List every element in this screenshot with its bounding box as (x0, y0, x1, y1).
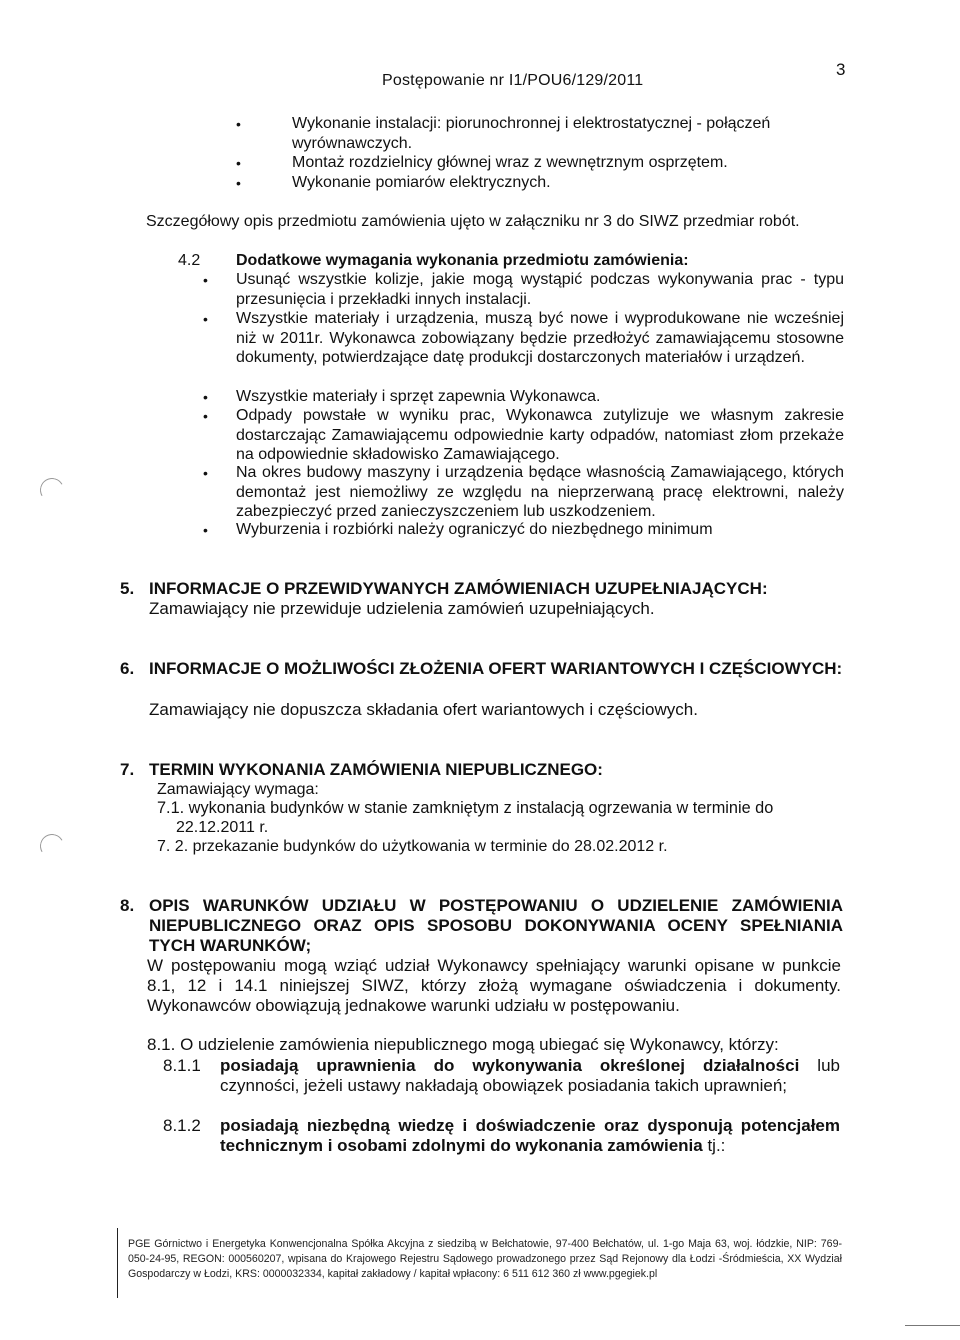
scan-edge-line (905, 1325, 960, 1326)
section-6-title: INFORMACJE O MOŻLIWOŚCI ZŁOŻENIA OFERT WARIANTOWYCH I CZĘŚCIOWYCH: (149, 659, 843, 678)
bullet-icon: • (203, 272, 208, 288)
section-5-title: INFORMACJE O PRZEWIDYWANYCH ZAMÓWIENIACH UZUPEŁNIAJĄCYCH: (149, 579, 768, 598)
section-8-1-2-rest: tj.: (702, 1136, 726, 1155)
bullet-icon: • (236, 175, 241, 191)
footer-divider (117, 1228, 118, 1298)
top-bullet-1: Wykonanie instalacji: piorunochronnej i elektrostatycznej - połączeń wyrównawczych. (292, 115, 771, 152)
section-5-text: Zamawiający nie przewiduje udzielenia zamówień uzupełniających. (149, 599, 655, 618)
detail-paragraph: Szczegółowy opis przedmiotu zamówienia ujęto w załączniku nr 3 do SIWZ przedmiar robót. (146, 213, 800, 230)
section-7-number: 7. (120, 760, 135, 779)
section-6-text: Zamawiający nie dopuszcza składania ofert wariantowych i częściowych. (149, 700, 698, 719)
section-4-2-title: Dodatkowe wymagania wykonania przedmiotu zamówienia: (236, 252, 689, 269)
s42-bullet-5: Na okres budowy maszyny i urządzenia będące własnością Zamawiającego, których demontaż jest niemożliwy ze względu na nieprzerwaną pracę elektrowni, należy zabezpieczyć przed zanieczyszczeniem lub uszkodzeniem. (236, 464, 844, 520)
section-8-1-1-number: 8.1.1 (163, 1056, 201, 1075)
s42-bullet-2: Wszystkie materiały i urządzenia, muszą być nowe i wyprodukowane nie wcześniej niż w 2011r. Wykonawca zobowiązany będzie przedłożyć zamawiającemu stosowne dokumenty, potwierdzające datę produkcji dostarczonych materiałów i urządzeń. (236, 310, 844, 366)
section-8-1-2-number: 8.1.2 (163, 1116, 201, 1135)
section-7-intro: Zamawiający wymaga: (157, 781, 319, 798)
s42-bullet-6: Wyburzenia i rozbiórki należy ograniczyć do niezbędnego minimum (236, 521, 713, 538)
bullet-icon: • (203, 389, 208, 405)
page-number: 3 (836, 60, 846, 79)
section-6-number: 6. (120, 659, 135, 678)
section-7-item-1-date: 22.12.2011 r. (176, 819, 269, 836)
s42-bullet-3: Wszystkie materiały i sprzęt zapewnia Wykonawca. (236, 388, 601, 405)
section-8-1-1-rest: lub czynności, jeżeli ustawy nakładają obowiązek posiadania takich uprawnień; (220, 1056, 840, 1095)
scan-mark-icon (37, 831, 66, 860)
company-footer: PGE Górnictwo i Energetyka Konwencjonalna Spółka Akcyjna z siedzibą w Bełchatowie, 97-400 Bełchatów, ul. 1-go Maja 63, woj. łódzkie, NIP: 769-050-24-95, REGON: 000560207, wpisana do Krajowego Rejestru Sądowego prowadzonego przez Sąd Rejonowy dla Łodzi -Śródmieścia, XX Wydział Gospodarczy w Łodzi, KRS: 0000032334, kapitał zakładowy / kapitał wpłacony: 6 511 612 360 zł www.pgegiek.pl (128, 1238, 842, 1280)
section-8-number: 8. (120, 896, 135, 915)
section-8-1-1-bold: posiadają uprawnienia do wykonywania określonej działalności (220, 1056, 800, 1075)
section-7-title: TERMIN WYKONANIA ZAMÓWIENIA NIEPUBLICZNEGO: (149, 760, 603, 779)
bullet-icon: • (203, 522, 208, 538)
section-8-text: W postępowaniu mogą wziąć udział Wykonawcy spełniający warunki opisane w punkcie 8.1, 12 i 14.1 niniejszej SIWZ, którzy złożą wymagane oświadczenia i dokumenty. Wykonawców obowiązują jednakowe warunki udziału w postępowaniu. (147, 956, 841, 1015)
s42-bullet-4: Odpady powstałe w wyniku prac, Wykonawca zutylizuje we własnym zakresie dostarczając Zamawiającemu odpowiednie karty odpadów, natomiast złom przekaże na odpowiednie składowisko Zamawiającego. (236, 407, 844, 463)
section-4-2-number: 4.2 (178, 252, 201, 269)
s42-bullet-1: Usunąć wszystkie kolizje, jakie mogą wystąpić podczas wykonywania prac - typu przesunięcia i przekładki innych instalacji. (236, 271, 844, 308)
section-8-title: OPIS WARUNKÓW UDZIAŁU W POSTĘPOWANIU O UDZIELENIE ZAMÓWIENIA NIEPUBLICZNEGO ORAZ OPIS SPOSOBU DOKONYWANIA OCENY SPEŁNIANIA TYCH WARUNKÓW; (149, 896, 843, 955)
top-bullet-3: Wykonanie pomiarów elektrycznych. (292, 174, 551, 191)
document-header: Postępowanie nr I1/POU6/129/2011 (382, 72, 644, 89)
scan-mark-icon (37, 475, 66, 504)
section-7-item-1: 7.1. wykonania budynków w stanie zamkniętym z instalacją ogrzewania w terminie do (157, 799, 774, 817)
bullet-icon: • (236, 116, 241, 132)
section-7-item-2: 7. 2. przekazanie budynków do użytkowania w terminie do 28.02.2012 r. (157, 838, 668, 855)
bullet-icon: • (203, 311, 208, 327)
section-8-1-1-paragraph (220, 1056, 840, 1096)
section-5-number: 5. (120, 579, 135, 598)
section-8-1-2-bold: posiadają niezbędną wiedzę i doświadczenie oraz dysponują potencjałem technicznym i osobami zdolnymi do wykonania zamówienia (220, 1116, 840, 1155)
top-bullet-2: Montaż rozdzielnicy głównej wraz z wewnętrznym osprzętem. (292, 154, 728, 171)
section-8-1-text: 8.1. O udzielenie zamówienia niepublicznego mogą ubiegać się Wykonawcy, którzy: (147, 1035, 779, 1054)
bullet-icon: • (236, 155, 241, 171)
section-8-1-2-paragraph (220, 1116, 840, 1156)
bullet-icon: • (203, 408, 208, 424)
bullet-icon: • (203, 465, 208, 481)
